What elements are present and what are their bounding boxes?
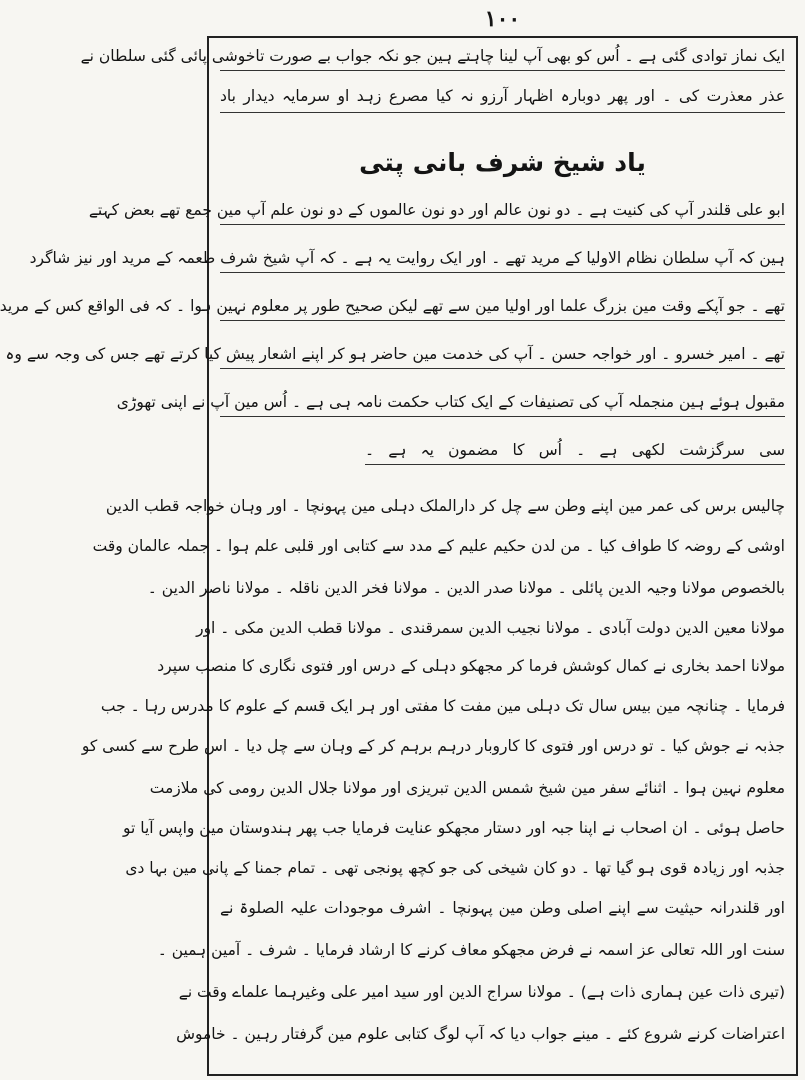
line-rule: [220, 368, 785, 369]
account-line: اوشی کے روضہ کا طواف کیا ۔ من لدن حکیم علیم کے مدد سے کتابی اور قلبی علم ہوا ۔ جملہ عالمان وقت: [92, 537, 785, 555]
page-number: ۱۰۰: [484, 6, 521, 32]
page-frame: [0, 36, 798, 1076]
account-line: مولانا معین الدین دولت آبادی ۔ مولانا نجیب الدین سمرقندی ۔ مولانا قطب الدین مکی ۔ اور: [196, 619, 785, 637]
account-line: بالخصوص مولانا وجیہ الدین پائلی ۔ مولانا صدر الدین ۔ مولانا فخر الدین ناقلہ ۔ مولانا ناصر الدین ۔: [147, 579, 785, 597]
account-line: جذبہ اور زیادہ قوی ہو گیا تھا ۔ دو کان شیخی کی جو کچھ پونجی تھی ۔ تمام جمنا کے پانی مین بہا دی: [125, 859, 785, 877]
line-rule: [220, 320, 785, 321]
intro-line: عذر معذرت کی ۔ اور پھر دوبارہ اظہار آرزو نہ کیا مصرع زہد او سرمایہ دیدار باد: [220, 87, 785, 105]
account-line: جذبہ نے جوش کیا ۔ تو درس اور فتوی کا کاروبار درہم برہم کر کے وہان سے چل دیا ۔ اس طرح سے کسی کو: [81, 737, 785, 755]
section-title: یاد شیخ شرف بانی پتی: [359, 148, 646, 177]
account-line: حاصل ہوئی ۔ ان اصحاب نے اپنا جبہ اور دستار مجھکو عنایت فرمایا جب پھر ہندوستان مین واپس آیا تو: [122, 819, 785, 837]
intro-line: ایک نماز توادی گئی ہے ۔ اُس کو بھی آپ لینا چاہتے ہین جو نکہ جواب بے صورت تاخوشی پائی گئی سلطان نے: [80, 47, 785, 65]
line-rule: [220, 112, 785, 113]
biography-line: تھے ۔ جو آپکے وقت مین بزرگ علما اور اولیا مین سے تھے لیکن صحیح طور پر معلوم نہین ہوا ۔ کہ فی الواقع کس کے مرید: [0, 297, 785, 315]
biography-line: تھے ۔ امیر خسرو ۔ اور خواجہ حسن ۔ آپ کی خدمت مین حاضر ہو کر اپنے اشعار پیش کیا کرتے تھے جس کی وجہ سے وہ: [5, 345, 785, 363]
account-line: (تیری ذات عین ہماری ذات ہے) ۔ مولانا سراج الدین اور سید امیر علی وغیرہما علماے وقت نے: [178, 983, 785, 1001]
biography-line: سی سرگزشت لکھی ہے ۔ اُس کا مضمون یہ ہے ۔: [365, 441, 785, 459]
account-line: سنت اور اللہ تعالی عز اسمہ نے فرض مجھکو معاف کرنے کا ارشاد فرمایا ۔ شرف ۔ آمین ہمین ۔: [157, 941, 785, 959]
biography-line: ہین کہ آپ سلطان نظام الاولیا کے مرید تھے ۔ اور ایک روایت یہ ہے ۔ کہ آپ شیخ شرف طعمہ کے مرید اور نیز شاگرد: [29, 249, 785, 267]
account-line: اعتراضات کرنے شروع کئے ۔ مینے جواب دیا کہ آپ لوگ کتابی علوم مین گرفتار رہین ۔ خاموش: [176, 1025, 785, 1043]
account-line: چالیس برس کی عمر مین اپنے وطن سے چل کر دارالملک دہلی مین پہونچا ۔ اور وہان خواجہ قطب الدین: [105, 497, 785, 515]
account-line: اور قلندرانہ حیثیت سے اپنے اصلی وطن مین پہونچا ۔ اشرف موجودات علیہ الصلوۃ نے: [220, 899, 785, 917]
account-line: مولانا احمد بخاری نے کمال کوشش فرما کر مجھکو دہلی کے درس اور فتوی نگاری کا منصب سپرد: [157, 657, 785, 675]
biography-line: ابو علی قلندر آپ کی کنیت ہے ۔ دو نون عالم اور دو نون عالموں کے دو نون علم آپ مین جمع تھے بعض کہتے: [88, 201, 785, 219]
account-line: فرمایا ۔ چنانچہ مین بیس سال تک دہلی مین مفت کا مفتی اور ہر ایک قسم کے علوم کا مدرس رہا ۔ جب: [100, 697, 785, 715]
line-rule: [220, 416, 785, 417]
line-rule: [220, 224, 785, 225]
line-rule: [220, 70, 785, 71]
account-line: معلوم نہین ہوا ۔ اثنائے سفر مین شیخ شمس الدین تبریزی اور مولانا جلال الدین رومی کی ملازمت: [149, 779, 785, 797]
biography-line: مقبول ہوئے ہین منجملہ آپ کی تصنیفات کے ایک کتاب حکمت نامہ ہی ہے ۔ اُس مین آپ نے اپنی تھوڑی: [116, 393, 785, 411]
line-rule: [220, 272, 785, 273]
line-rule: [365, 464, 785, 465]
